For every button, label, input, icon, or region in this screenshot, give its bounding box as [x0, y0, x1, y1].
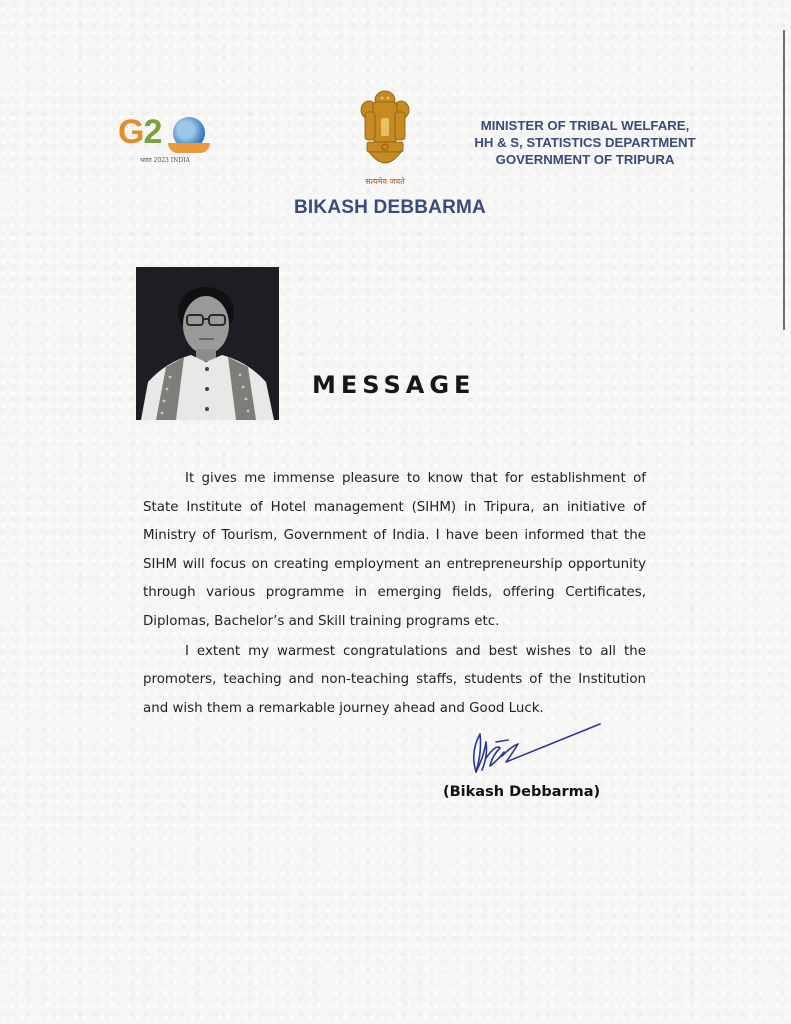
- g20-letter-g: G: [118, 113, 144, 151]
- office-designation: [450, 117, 720, 168]
- minister-name-header: BIKASH DEBBARMA: [294, 197, 486, 218]
- g20-logo: [118, 113, 213, 168]
- lotus-icon: [168, 143, 210, 153]
- message-paragraph-1: It gives me immense pleasure to know that for establishment of State Institute of Hotel management (SIHM) in Tripura, an initiative of Ministry of Tourism, Government of India. I have been informed that the SIHM will focus on creating employment an entrepreneurship opportunity through various programme in emerging fields, offering Certificates, Diplomas, Bachelor’s and Skill training programs etc.: [143, 471, 646, 629]
- message-body: [143, 465, 646, 723]
- national-emblem: [353, 88, 417, 188]
- lion-capital-icon: [359, 88, 411, 174]
- message-paragraph-2: I extent my warmest congratulations and best wishes to all the promoters, teaching and non-teaching staffs, students of the Institution and wish them a remarkable journey ahead and Good Luck.: [143, 643, 646, 716]
- portrait-icon: [136, 267, 279, 420]
- scan-edge-line: [783, 30, 785, 330]
- g20-digit-2: 2: [143, 113, 162, 151]
- emblem-motto: सत्यमेव जयते: [365, 177, 405, 186]
- signatory-name: (Bikash Debbarma): [443, 784, 601, 800]
- signature-icon: [462, 722, 602, 782]
- message-title: MESSAGE: [312, 371, 476, 399]
- portrait-photo: [136, 267, 279, 420]
- office-line-3: GOVERNMENT OF TRIPURA: [495, 152, 675, 167]
- office-line-2: HH & S, STATISTICS DEPARTMENT: [474, 135, 696, 150]
- office-line-1: MINISTER OF TRIBAL WELFARE,: [480, 118, 690, 133]
- g20-subtitle: भारत 2023 INDIA: [140, 157, 190, 164]
